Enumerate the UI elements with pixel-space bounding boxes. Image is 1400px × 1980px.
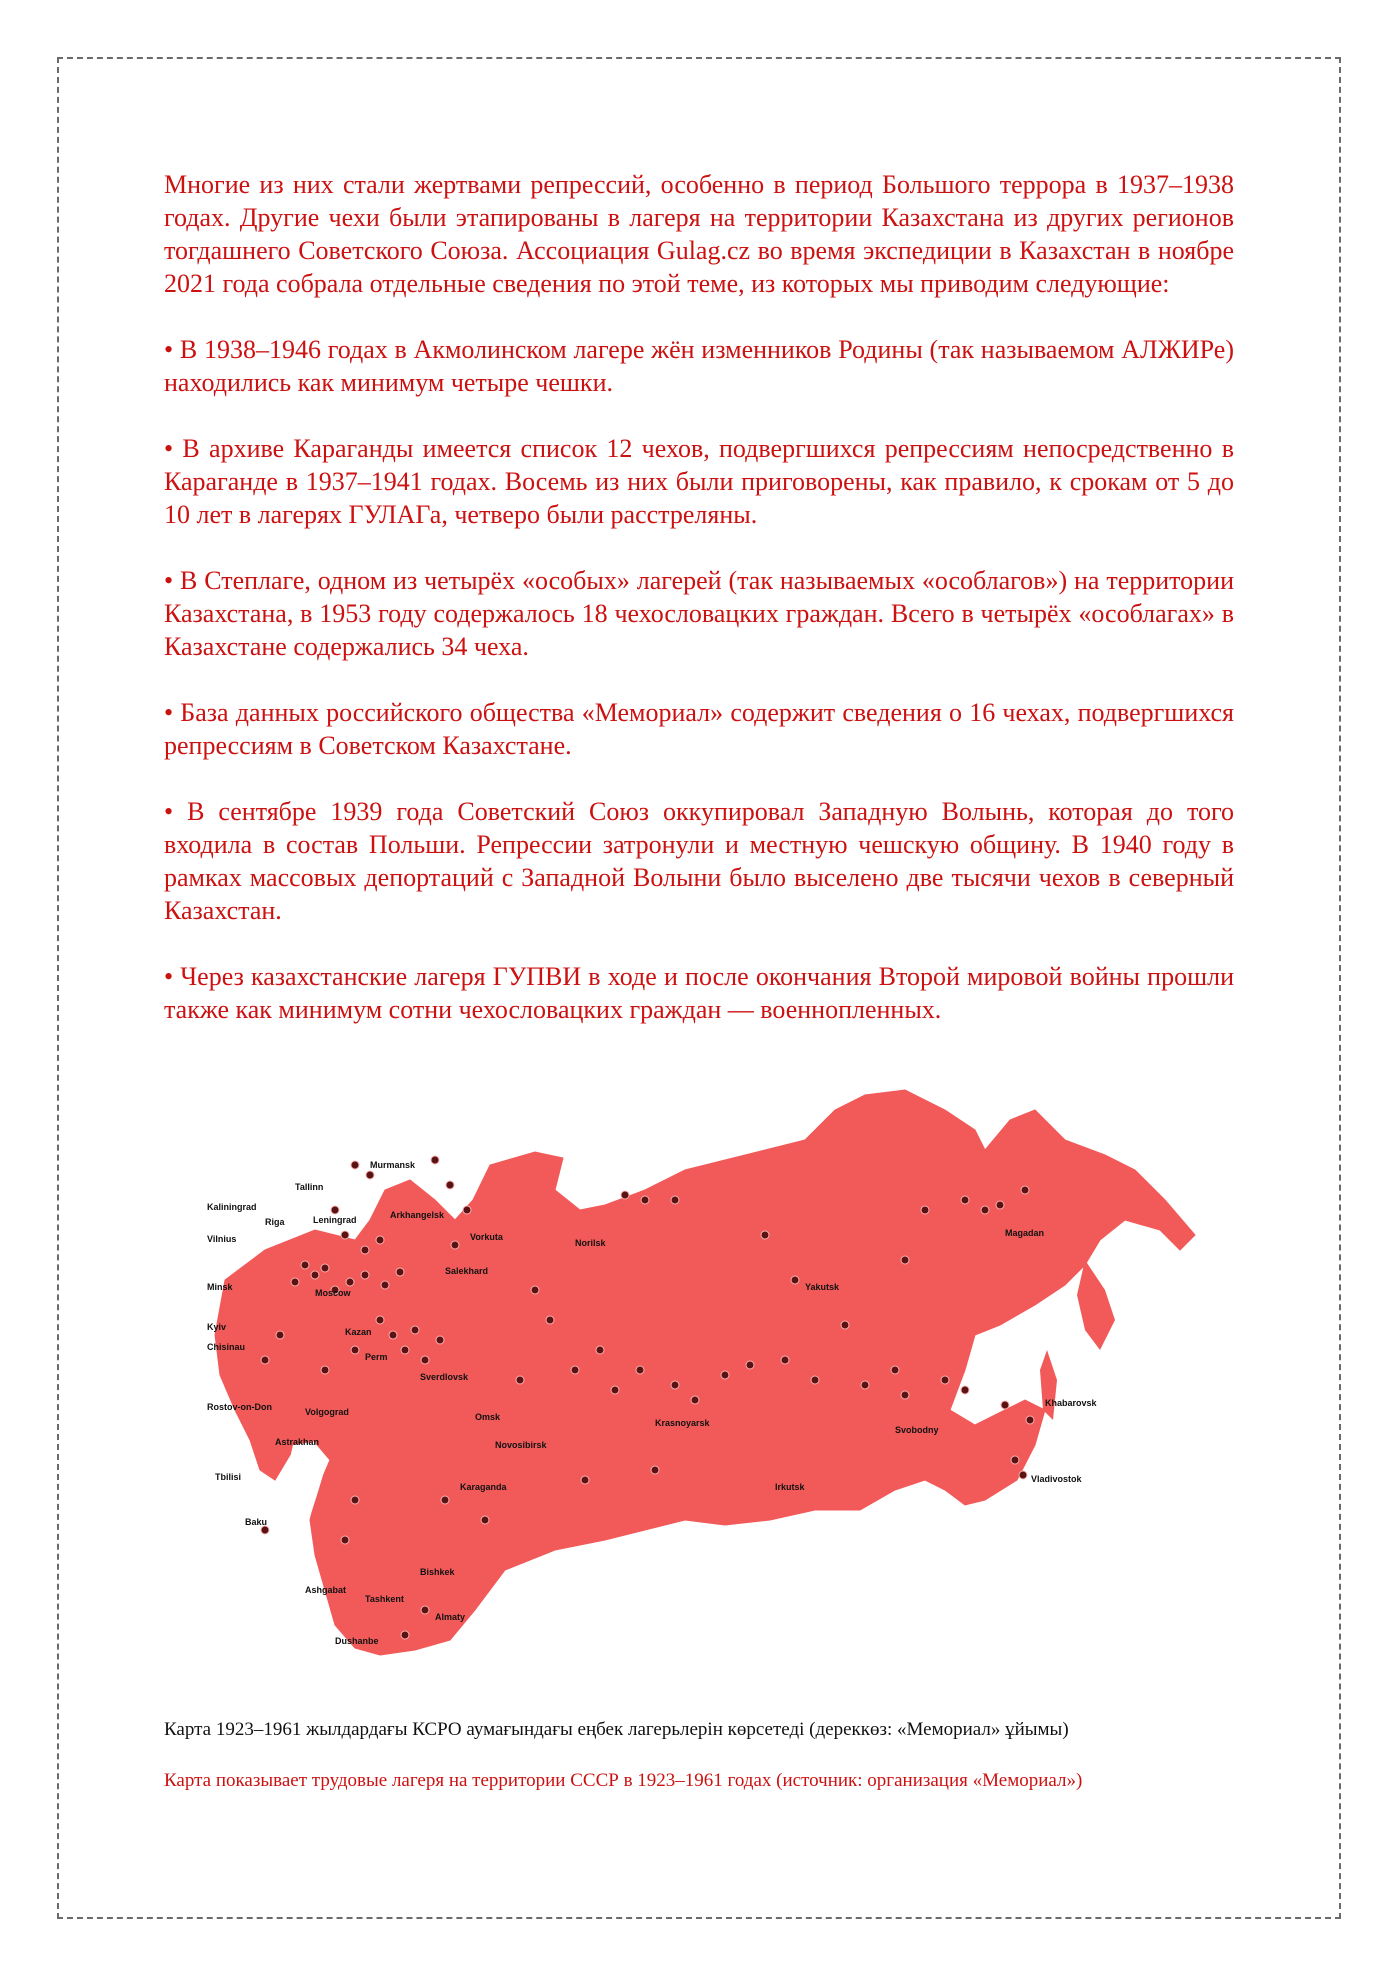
city-label: Murmansk xyxy=(370,1160,416,1170)
camp-marker xyxy=(261,1526,269,1534)
camp-marker xyxy=(261,1356,269,1364)
camp-marker xyxy=(341,1231,349,1239)
city-label: Salekhard xyxy=(445,1266,489,1276)
camp-marker xyxy=(436,1336,444,1344)
camp-marker xyxy=(366,1171,374,1179)
camp-marker xyxy=(421,1606,429,1614)
city-label: Svobodny xyxy=(895,1425,939,1435)
city-label: Norilsk xyxy=(575,1238,606,1248)
city-label: Khabarovsk xyxy=(1045,1398,1097,1408)
city-label: Krasnoyarsk xyxy=(655,1418,710,1428)
camp-marker xyxy=(961,1196,969,1204)
camp-marker xyxy=(1001,1401,1009,1409)
city-label: Irkutsk xyxy=(775,1482,805,1492)
city-label: Almaty xyxy=(435,1612,466,1622)
city-label: Sverdlovsk xyxy=(420,1372,469,1382)
city-label: Chisinau xyxy=(207,1342,246,1352)
camp-marker xyxy=(401,1631,409,1639)
gulag-map-svg xyxy=(205,1050,1215,1710)
city-label: Riga xyxy=(265,1217,285,1227)
camp-marker xyxy=(451,1241,459,1249)
city-label: Karaganda xyxy=(460,1482,507,1492)
city-label: Baku xyxy=(245,1517,268,1527)
camp-marker xyxy=(781,1356,789,1364)
camp-marker xyxy=(621,1191,629,1199)
main-text xyxy=(164,168,1234,1059)
camp-marker xyxy=(761,1231,769,1239)
camp-marker xyxy=(941,1376,949,1384)
camp-marker xyxy=(376,1316,384,1324)
camp-marker xyxy=(351,1496,359,1504)
city-label: Novosibirsk xyxy=(495,1440,547,1450)
camp-marker xyxy=(301,1261,309,1269)
camp-marker xyxy=(463,1206,471,1214)
camp-marker xyxy=(891,1366,899,1374)
paragraph-karaganda: • В архиве Караганды имеется список 12 чехов, подвергшихся репрессиям непосредственно в Караганде в 1937–1941 годах. Восемь из них были приговорены, как правило, к срокам от 5 до 10 лет в лагерях ГУЛАГа, четверо были расстреляны. xyxy=(164,434,1234,529)
city-label: Kazan xyxy=(345,1327,372,1337)
camp-marker xyxy=(331,1206,339,1214)
camp-marker xyxy=(276,1331,284,1339)
camp-marker xyxy=(341,1536,349,1544)
camp-marker xyxy=(446,1181,454,1189)
city-label: Kyiv xyxy=(207,1322,227,1332)
camp-marker xyxy=(901,1391,909,1399)
camp-marker xyxy=(321,1264,329,1272)
camp-marker xyxy=(441,1496,449,1504)
paragraph-memorial: • База данных российского общества «Мемориал» содержит сведения о 16 чехах, подвергшихся репрессиям в Советском Казахстане. xyxy=(164,698,1234,760)
city-label: Perm xyxy=(365,1352,388,1362)
camp-marker xyxy=(361,1271,369,1279)
camp-marker xyxy=(361,1246,369,1254)
camp-marker xyxy=(1021,1186,1029,1194)
camp-marker xyxy=(351,1346,359,1354)
city-label: Tallinn xyxy=(295,1182,324,1192)
camp-marker xyxy=(671,1381,679,1389)
map-caption-russian: Карта показывает трудовые лагеря на территории СССР в 1923–1961 годах (источник: организация «Мемориал») xyxy=(164,1770,1083,1791)
city-label: Omsk xyxy=(475,1412,501,1422)
camp-marker xyxy=(746,1361,754,1369)
camp-marker xyxy=(641,1196,649,1204)
camp-marker xyxy=(996,1201,1004,1209)
camp-marker xyxy=(671,1196,679,1204)
city-label: Yakutsk xyxy=(805,1282,840,1292)
camp-marker xyxy=(531,1286,539,1294)
city-label: Volgograd xyxy=(305,1407,349,1417)
camp-marker xyxy=(376,1236,384,1244)
camp-marker xyxy=(921,1206,929,1214)
gulag-map xyxy=(205,1050,1215,1710)
camp-marker xyxy=(346,1278,354,1286)
city-label: Vorkuta xyxy=(470,1232,503,1242)
camp-marker xyxy=(721,1371,729,1379)
camp-marker xyxy=(481,1516,489,1524)
camp-marker xyxy=(901,1256,909,1264)
ussr-territory xyxy=(215,1090,1195,1655)
camp-marker xyxy=(291,1278,299,1286)
paragraph-gupvi: • Через казахстанские лагеря ГУПВИ в ходе и после окончания Второй мировой войны прошли также как минимум сотни чехословацких граждан — военнопленных. xyxy=(164,962,1234,1024)
camp-marker xyxy=(401,1346,409,1354)
camp-marker xyxy=(571,1366,579,1374)
camp-marker xyxy=(351,1161,359,1169)
camp-marker xyxy=(651,1466,659,1474)
map-caption-kazakh: Карта 1923–1961 жылдардағы КСРО аумағындағы еңбек лагерьлерін көрсетеді (дереккөз: «Мемориал» ұйымы) xyxy=(164,1719,1069,1740)
camp-marker xyxy=(981,1206,989,1214)
camp-marker xyxy=(396,1268,404,1276)
city-label: Minsk xyxy=(207,1282,233,1292)
city-label: Ashgabat xyxy=(305,1585,347,1595)
camp-marker xyxy=(611,1386,619,1394)
city-label: Astrakhan xyxy=(275,1437,320,1447)
camp-marker xyxy=(961,1386,969,1394)
camp-marker xyxy=(841,1321,849,1329)
city-label: Arkhangelsk xyxy=(390,1210,445,1220)
camp-marker xyxy=(389,1331,397,1339)
city-label: Bishkek xyxy=(420,1567,455,1577)
paragraph-intro: Многие из них стали жертвами репрессий, особенно в период Большого террора в 1937–1938 годах. Другие чехи были этапированы в лагеря на территории Казахстана из других регионов тогдашнего Советского Союза. Ассоциация Gulag.cz во время экспедиции в Казахстан в ноябре 2021 года собрала отдельные сведения по этой теме, из которых мы приводим следующие: xyxy=(164,170,1234,298)
camp-marker xyxy=(691,1396,699,1404)
camp-marker xyxy=(546,1316,554,1324)
city-label: Moscow xyxy=(315,1288,351,1298)
kamchatka xyxy=(1077,1260,1115,1350)
camp-marker xyxy=(811,1376,819,1384)
city-label: Tbilisi xyxy=(215,1472,242,1482)
city-label: Rostov-on-Don xyxy=(207,1402,272,1412)
camp-marker xyxy=(1011,1456,1019,1464)
camp-marker xyxy=(1019,1471,1027,1479)
camp-marker xyxy=(311,1271,319,1279)
camp-marker xyxy=(791,1276,799,1284)
camp-marker xyxy=(421,1356,429,1364)
city-label: Magadan xyxy=(1005,1228,1045,1238)
camp-marker xyxy=(321,1366,329,1374)
city-label: Kaliningrad xyxy=(207,1202,257,1212)
paragraph-steplag: • В Степлаге, одном из четырёх «особых» лагерей (так называемых «особлагов») на территории Казахстана, в 1953 году содержалось 18 чехословацких граждан. Всего в четырёх «особлагах» в Казахстане содержались 34 чеха. xyxy=(164,566,1234,661)
camp-marker xyxy=(861,1381,869,1389)
paragraph-volyn: • В сентябре 1939 года Советский Союз оккупировал Западную Волынь, которая до того входила в состав Польши. Репрессии затронули и местную чешскую общину. В 1940 году в рамках массовых депортаций с Западной Волыни было выселено две тысячи чехов в северный Казахстан. xyxy=(164,797,1234,925)
city-label: Dushanbe xyxy=(335,1636,379,1646)
camp-marker xyxy=(596,1346,604,1354)
camp-marker xyxy=(431,1156,439,1164)
camp-marker xyxy=(381,1281,389,1289)
camp-marker xyxy=(636,1366,644,1374)
city-label: Tashkent xyxy=(365,1594,404,1604)
city-label: Vilnius xyxy=(207,1234,237,1244)
city-label: Vladivostok xyxy=(1031,1474,1082,1484)
camp-marker xyxy=(411,1326,419,1334)
camp-marker xyxy=(1026,1416,1034,1424)
camp-marker xyxy=(581,1476,589,1484)
paragraph-alzhir: • В 1938–1946 годах в Акмолинском лагере жён изменников Родины (так называемом АЛЖИРе) находились как минимум четыре чешки. xyxy=(164,335,1234,397)
camp-marker xyxy=(516,1376,524,1384)
city-label: Leningrad xyxy=(313,1215,357,1225)
